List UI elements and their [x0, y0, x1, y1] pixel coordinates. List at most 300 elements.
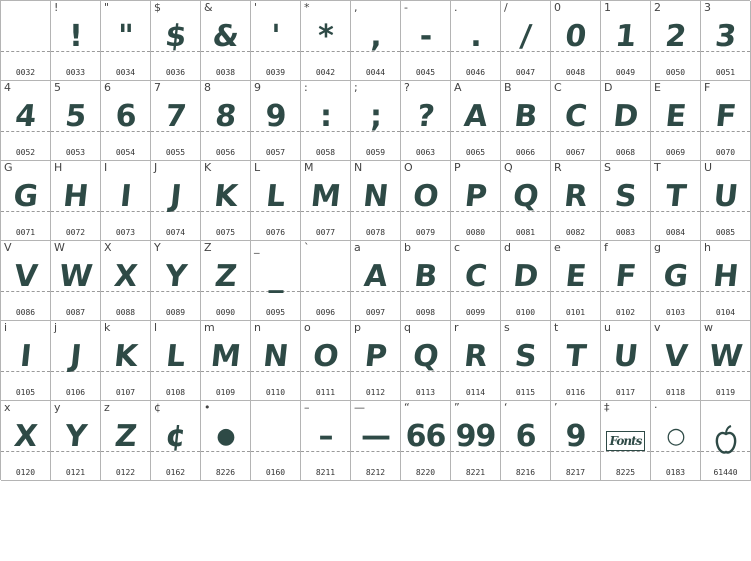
glyph-cell — [551, 401, 601, 481]
code-label: 0050 — [665, 68, 686, 77]
m-fonts-logo: Fonts — [606, 431, 646, 451]
glyph-char: 9 — [265, 99, 286, 134]
glyph-char: A — [462, 99, 489, 134]
char-label: b — [404, 241, 411, 254]
glyph-cell — [201, 241, 251, 321]
glyph-preview — [601, 415, 650, 455]
glyph-preview — [451, 335, 501, 375]
glyph-cell — [651, 161, 701, 241]
char-label: r — [454, 321, 459, 334]
char-label: u — [604, 321, 611, 334]
glyph-cell — [301, 161, 351, 241]
glyph-cell — [51, 161, 101, 241]
glyph-char: X — [112, 259, 139, 294]
glyph-preview — [51, 15, 100, 55]
glyph-char: H — [711, 259, 740, 294]
code-label: 0090 — [215, 308, 236, 317]
glyph-char: U — [711, 179, 739, 214]
char-label: & — [204, 1, 213, 14]
char-label: G — [4, 161, 13, 174]
glyph-preview — [451, 255, 501, 295]
glyph-cell — [251, 401, 301, 481]
char-label: * — [304, 1, 310, 14]
code-label: 0084 — [665, 228, 686, 237]
glyph-preview — [301, 415, 350, 455]
code-label: 0183 — [665, 468, 686, 477]
char-label: 4 — [4, 81, 11, 94]
glyph-char: R — [462, 339, 489, 374]
char-label: E — [654, 81, 661, 94]
glyph-preview — [351, 335, 401, 375]
glyph-cell — [201, 161, 251, 241]
glyph-preview — [151, 415, 201, 455]
glyph-cell — [451, 161, 501, 241]
char-label: l — [154, 321, 158, 334]
code-label: 8226 — [215, 468, 236, 477]
glyph-preview — [401, 175, 451, 215]
char-label: ” — [454, 401, 460, 414]
glyph-cell — [1, 1, 51, 81]
char-label: K — [204, 161, 212, 174]
char-label: g — [654, 241, 661, 254]
code-label: 0066 — [515, 148, 536, 157]
glyph-char: & — [210, 19, 240, 54]
code-label: 0118 — [665, 388, 686, 397]
glyph-preview — [101, 175, 151, 215]
glyph-preview — [501, 95, 551, 135]
glyph-char: N — [361, 179, 390, 214]
glyph-cell — [701, 1, 751, 81]
char-label: D — [604, 81, 613, 94]
char-label: M — [304, 161, 314, 174]
glyph-cell — [401, 81, 451, 161]
glyph-cell — [451, 241, 501, 321]
char-label: x — [4, 401, 11, 414]
glyph-preview — [201, 255, 251, 295]
glyph-cell — [401, 1, 451, 81]
glyph-cell — [301, 1, 351, 81]
glyph-preview — [701, 95, 751, 135]
char-label: Y — [154, 241, 161, 254]
glyph-char: H — [61, 179, 90, 214]
glyph-char: T — [563, 339, 587, 374]
code-label: 0052 — [15, 148, 36, 157]
glyph-preview — [701, 15, 751, 55]
glyph-char: : — [320, 99, 331, 134]
glyph-char: ' — [271, 19, 280, 54]
glyph-cell — [501, 401, 551, 481]
code-label: 0121 — [65, 468, 86, 477]
glyph-char: K — [112, 339, 139, 374]
glyph-preview — [201, 415, 250, 455]
char-label: c — [454, 241, 461, 254]
glyph-preview — [451, 15, 500, 55]
glyph-preview — [601, 95, 651, 135]
char-label: ; — [354, 81, 358, 94]
glyph-cell — [151, 161, 201, 241]
glyph-cell — [451, 1, 501, 81]
code-label: 0099 — [465, 308, 486, 317]
char-label: 7 — [154, 81, 161, 94]
char-label: S — [604, 161, 611, 174]
char-label: h — [704, 241, 711, 254]
glyph-cell — [351, 401, 401, 481]
glyph-cell — [551, 1, 601, 81]
glyph-char: R — [562, 179, 589, 214]
glyph-char: – — [318, 419, 333, 454]
char-label: n — [254, 321, 261, 334]
code-label: 8212 — [365, 468, 386, 477]
glyph-cell — [51, 321, 101, 401]
glyph-cell — [551, 161, 601, 241]
glyph-cell — [601, 321, 651, 401]
glyph-char: . — [470, 19, 481, 54]
code-label: 0089 — [165, 308, 186, 317]
glyph-char: , — [370, 19, 381, 54]
char-label: W — [54, 241, 65, 254]
code-label: 0036 — [165, 68, 186, 77]
glyph-cell — [251, 161, 301, 241]
glyph-cell — [151, 1, 201, 81]
glyph-cell — [451, 401, 501, 481]
code-label: 0097 — [365, 308, 386, 317]
glyph-preview — [601, 335, 651, 375]
glyph-cell — [1, 241, 51, 321]
glyph-preview — [651, 95, 701, 135]
glyph-preview — [401, 255, 451, 295]
char-label: 3 — [704, 1, 711, 14]
glyph-cell — [351, 81, 401, 161]
char-label: " — [104, 1, 110, 14]
char-label: p — [354, 321, 361, 334]
glyph-preview — [201, 175, 251, 215]
code-label: 8217 — [565, 468, 586, 477]
code-label: 0083 — [615, 228, 636, 237]
glyph-char: Y — [63, 419, 88, 454]
glyph-preview — [551, 175, 601, 215]
glyph-char: B — [512, 99, 539, 134]
char-label: m — [204, 321, 215, 334]
code-label: 0065 — [465, 148, 486, 157]
char-label: ` — [304, 241, 310, 254]
glyph-char: V — [662, 339, 689, 374]
code-label: 0104 — [715, 308, 736, 317]
glyph-char: W — [707, 339, 744, 374]
code-label: 0057 — [265, 148, 286, 157]
glyph-cell — [151, 241, 201, 321]
code-label: 0160 — [265, 468, 286, 477]
char-label: O — [404, 161, 413, 174]
glyph-preview — [51, 255, 101, 295]
glyph-preview — [401, 95, 451, 135]
glyph-char: * — [318, 19, 333, 54]
glyph-preview — [301, 15, 350, 55]
glyph-preview — [1, 15, 51, 55]
code-label: 0056 — [215, 148, 236, 157]
glyph-cell — [701, 321, 751, 401]
glyph-preview — [1, 255, 51, 295]
glyph-cell — [151, 321, 201, 401]
glyph-char: S — [513, 339, 538, 374]
glyph-preview — [251, 15, 300, 55]
glyph-char: M — [309, 179, 342, 214]
glyph-preview — [351, 415, 400, 455]
code-label: 0101 — [565, 308, 586, 317]
glyph-cell — [301, 401, 351, 481]
glyph-char: 5 — [63, 99, 88, 134]
glyph-preview — [701, 335, 751, 375]
glyph-preview — [701, 415, 750, 455]
char-label: H — [54, 161, 63, 174]
code-label: 0053 — [65, 148, 86, 157]
glyph-cell — [101, 81, 151, 161]
glyph-cell — [551, 81, 601, 161]
glyph-preview — [201, 15, 251, 55]
glyph-preview — [551, 95, 601, 135]
code-label: 0105 — [15, 388, 36, 397]
glyph-cell — [601, 1, 651, 81]
glyph-preview — [501, 15, 551, 55]
glyph-preview — [651, 415, 700, 455]
glyph-char: B — [412, 259, 439, 294]
glyph-preview — [301, 175, 351, 215]
char-label: B — [504, 81, 512, 94]
glyph-cell — [351, 321, 401, 401]
glyph-preview — [251, 335, 301, 375]
glyph-char: ! — [69, 19, 82, 54]
glyph-char: 99 — [455, 419, 496, 454]
glyph-char: Q — [411, 339, 440, 374]
glyph-preview — [51, 415, 101, 455]
char-label: $ — [154, 1, 161, 14]
char-label: A — [454, 81, 462, 94]
glyph-cell — [701, 81, 751, 161]
glyph-cell — [401, 401, 451, 481]
code-label: 8221 — [465, 468, 486, 477]
glyph-char: A — [362, 259, 389, 294]
char-label: ' — [254, 1, 258, 14]
char-label: o — [304, 321, 311, 334]
glyph-char: D — [611, 99, 640, 134]
glyph-char: / — [518, 19, 533, 54]
glyph-cell — [101, 161, 151, 241]
glyph-char: L — [164, 339, 187, 374]
glyph-char: D — [511, 259, 540, 294]
glyph-cell — [651, 81, 701, 161]
code-label: 0162 — [165, 468, 186, 477]
glyph-preview — [451, 415, 500, 455]
glyph-preview — [451, 175, 501, 215]
glyph-char: N — [261, 339, 290, 374]
glyph-cell — [251, 321, 301, 401]
code-label: 0086 — [15, 308, 36, 317]
char-label: 6 — [104, 81, 111, 94]
code-label: 0045 — [415, 68, 436, 77]
glyph-cell — [1, 161, 51, 241]
glyph-preview — [501, 175, 551, 215]
glyph-cell — [1, 401, 51, 481]
glyph-char: ○ — [666, 424, 685, 449]
char-label: 9 — [254, 81, 261, 94]
code-label: 0063 — [415, 148, 436, 157]
glyph-preview — [51, 335, 101, 375]
glyph-preview — [101, 15, 150, 55]
glyph-cell — [1, 321, 51, 401]
glyph-preview — [351, 175, 401, 215]
code-label: 0078 — [365, 228, 386, 237]
char-label: t — [554, 321, 559, 334]
glyph-char: I — [18, 339, 33, 374]
glyph-cell — [601, 241, 651, 321]
glyph-char: O — [311, 339, 340, 374]
char-label: 5 — [54, 81, 61, 94]
glyph-preview — [51, 175, 101, 215]
glyph-cell — [101, 321, 151, 401]
code-label: 0106 — [65, 388, 86, 397]
char-label: 2 — [654, 1, 661, 14]
glyph-preview — [351, 95, 400, 135]
code-label: 8211 — [315, 468, 336, 477]
glyph-preview — [101, 95, 150, 135]
code-label: 0095 — [265, 308, 286, 317]
glyph-char: E — [663, 99, 687, 134]
glyph-preview — [151, 335, 201, 375]
code-label: 0079 — [415, 228, 436, 237]
code-label: 0107 — [115, 388, 136, 397]
glyph-preview — [251, 255, 300, 295]
char-label: w — [704, 321, 713, 334]
glyph-char: 6 — [115, 99, 136, 134]
glyph-preview — [101, 255, 151, 295]
char-label: · — [654, 401, 658, 414]
glyph-cell — [201, 321, 251, 401]
glyph-char: S — [613, 179, 638, 214]
glyph-preview — [251, 175, 301, 215]
code-label: 0075 — [215, 228, 236, 237]
glyph-preview — [451, 95, 501, 135]
code-label: 0049 — [615, 68, 636, 77]
code-label: 0115 — [515, 388, 536, 397]
glyph-char: 2 — [663, 19, 688, 54]
glyph-char: L — [264, 179, 287, 214]
code-label: 0096 — [315, 308, 336, 317]
glyph-char: 0 — [563, 19, 588, 54]
glyph-cell — [351, 1, 401, 81]
glyph-char: 3 — [713, 19, 738, 54]
code-label: 0070 — [715, 148, 736, 157]
char-label: ’ — [554, 401, 558, 414]
code-label: 0077 — [315, 228, 336, 237]
code-label: 0067 — [565, 148, 586, 157]
glyph-char: V — [12, 259, 39, 294]
code-label: 0068 — [615, 148, 636, 157]
char-label: e — [554, 241, 561, 254]
glyph-cell — [501, 161, 551, 241]
glyph-char: ● — [216, 424, 235, 449]
char-label: ‡ — [604, 401, 610, 414]
char-label: C — [554, 81, 562, 94]
glyph-char: Z — [113, 419, 138, 454]
code-label: 0042 — [315, 68, 336, 77]
glyph-char: _ — [268, 259, 283, 294]
glyph-preview — [151, 15, 201, 55]
glyph-cell — [51, 241, 101, 321]
code-label: 0059 — [365, 148, 386, 157]
glyph-char: Y — [163, 259, 188, 294]
glyph-preview — [401, 335, 451, 375]
code-label: 0085 — [715, 228, 736, 237]
glyph-char: 8 — [213, 99, 238, 134]
char-label: N — [354, 161, 363, 174]
code-label: 0034 — [115, 68, 136, 77]
glyph-preview — [401, 15, 450, 55]
char-label: I — [104, 161, 108, 174]
glyph-cell — [401, 241, 451, 321]
glyph-preview — [651, 335, 701, 375]
code-label: 8216 — [515, 468, 536, 477]
code-label: 0103 — [665, 308, 686, 317]
char-label: q — [404, 321, 411, 334]
glyph-preview — [51, 95, 101, 135]
code-label: 0038 — [215, 68, 236, 77]
glyph-cell — [451, 81, 501, 161]
code-label: 0117 — [615, 388, 636, 397]
char-label: j — [54, 321, 58, 334]
glyph-char: M — [209, 339, 242, 374]
char-label: , — [354, 1, 358, 14]
code-label: 0080 — [465, 228, 486, 237]
glyph-cell — [1, 81, 51, 161]
char-label: J — [154, 161, 158, 174]
glyph-char: J — [168, 179, 183, 214]
char-label: : — [304, 81, 308, 94]
glyph-preview — [301, 335, 351, 375]
glyph-char: P — [463, 179, 488, 214]
code-label: 0110 — [265, 388, 286, 397]
glyph-cell — [251, 1, 301, 81]
code-label: 0044 — [365, 68, 386, 77]
code-label: 0122 — [115, 468, 136, 477]
char-label: ! — [54, 1, 59, 14]
code-label: 0108 — [165, 388, 186, 397]
glyph-cell — [701, 241, 751, 321]
glyph-char: F — [613, 259, 637, 294]
glyph-cell — [651, 1, 701, 81]
code-label: 0058 — [315, 148, 336, 157]
glyph-cell — [151, 401, 201, 481]
char-label: V — [4, 241, 12, 254]
code-label: 0087 — [65, 308, 86, 317]
glyph-char: ? — [415, 99, 436, 134]
code-label: 0033 — [65, 68, 86, 77]
glyph-char: 4 — [13, 99, 38, 134]
glyph-cell — [651, 401, 701, 481]
glyph-preview — [351, 15, 400, 55]
glyph-cell — [401, 161, 451, 241]
char-label: ? — [404, 81, 410, 94]
code-label: 0071 — [15, 228, 36, 237]
code-label: 0081 — [515, 228, 536, 237]
glyph-cell — [551, 241, 601, 321]
char-label: v — [654, 321, 661, 334]
code-label: 0073 — [115, 228, 136, 237]
glyph-char: P — [363, 339, 388, 374]
glyph-char: J — [68, 339, 83, 374]
char-label: ¢ — [154, 401, 161, 414]
glyph-cell — [51, 1, 101, 81]
glyph-preview — [551, 255, 601, 295]
char-label: Z — [204, 241, 212, 254]
